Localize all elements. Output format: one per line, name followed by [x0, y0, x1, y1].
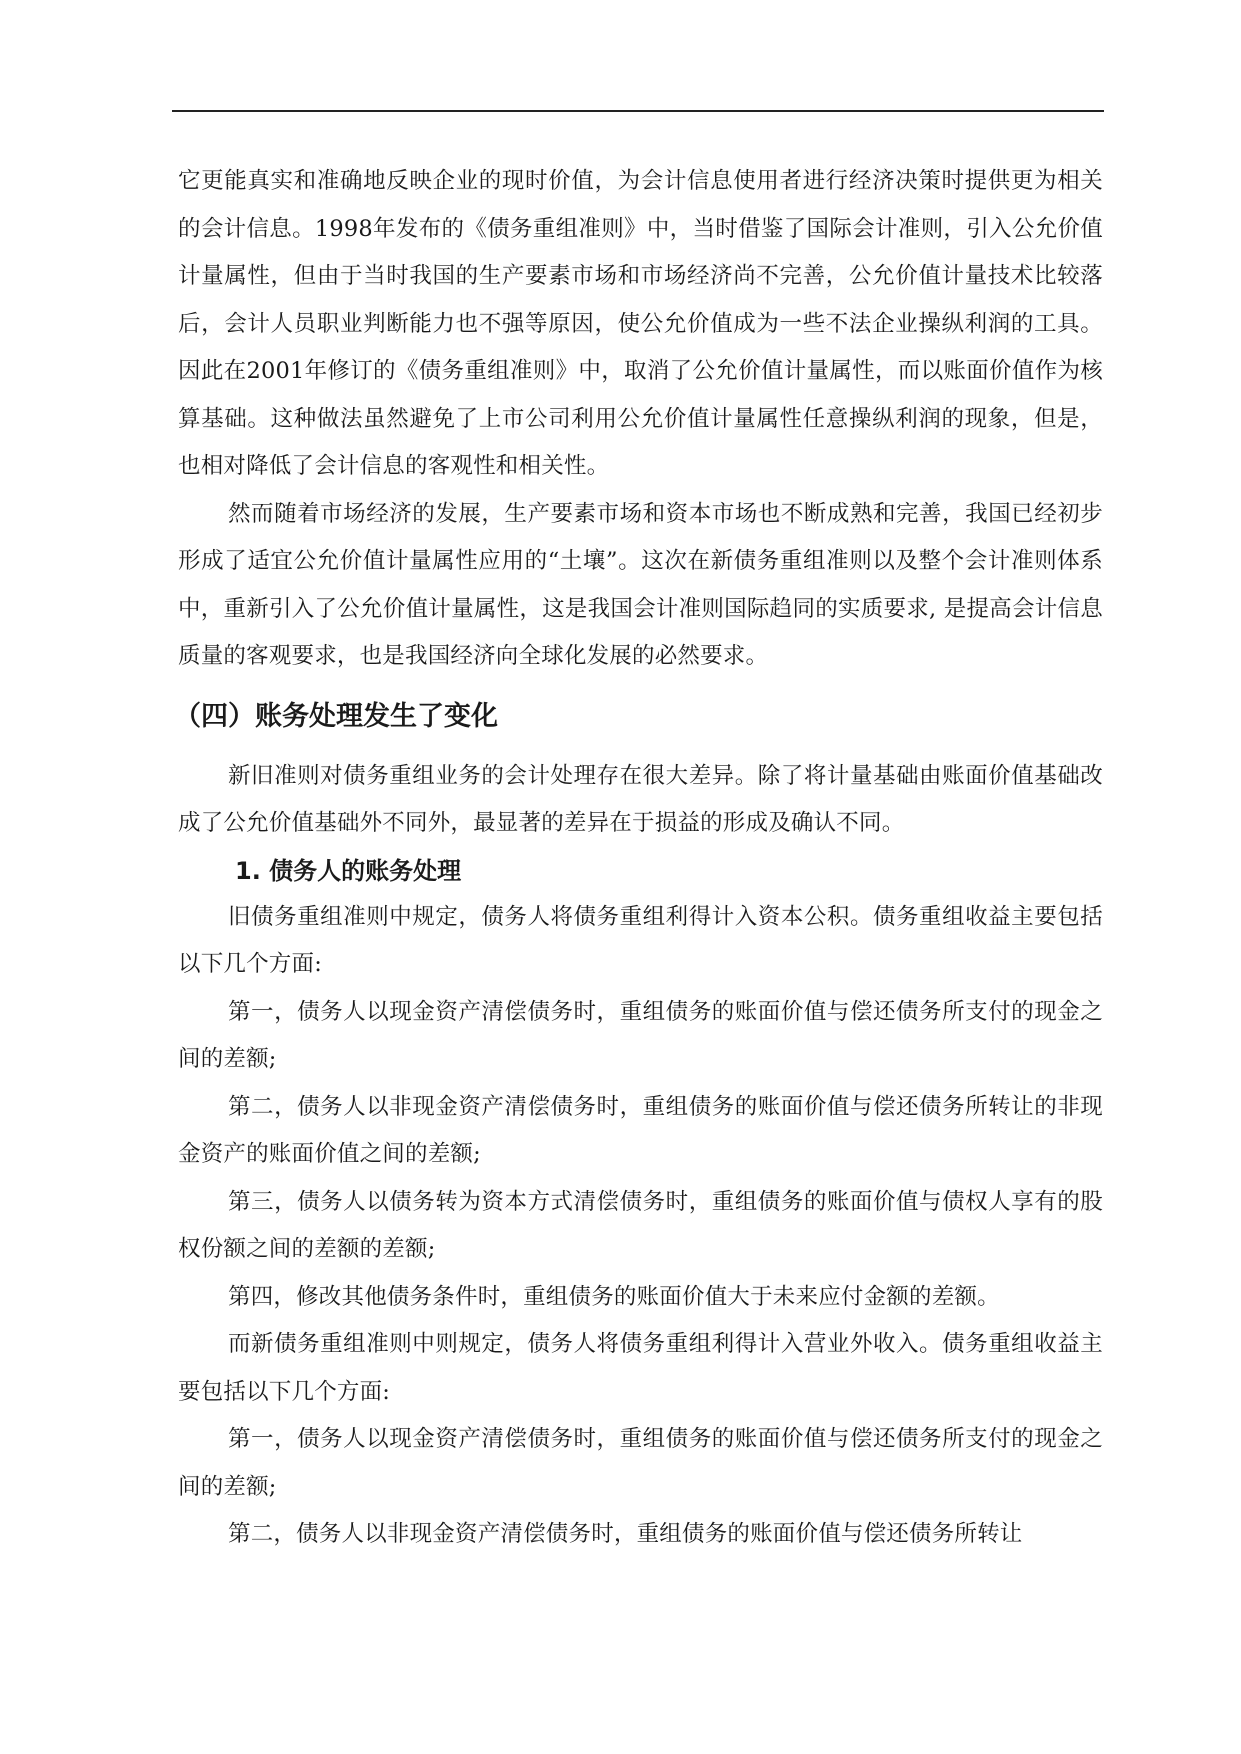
subsection-heading: 1. 债务人的账务处理	[235, 856, 462, 885]
paragraph: 第二，债务人以非现金资产清偿债务时，重组债务的账面价值与偿还债务所转让	[228, 1521, 1023, 1547]
paragraph: 第四，修改其他债务条件时，重组债务的账面价值大于未来应付金额的差额。	[228, 1283, 1000, 1310]
paragraph: 而新债务重组准则中则规定，债务人将债务重组利得计入营业外收入。债务重组收益主要包括以下几个方面:	[178, 1331, 1103, 1405]
paragraph: 旧债务重组准则中规定，债务人将债务重组利得计入资本公积。债务重组收益主要包括以下几个方面:	[178, 903, 1103, 977]
section-heading: （四）账务处理发生了变化	[174, 700, 498, 732]
paragraph: 第一，债务人以现金资产清偿债务时，重组债务的账面价值与偿还债务所支付的现金之间的差额;	[178, 998, 1103, 1072]
paragraph: 第二，债务人以非现金资产清偿债务时，重组债务的账面价值与偿还债务所转让的非现金资产的账面价值之间的差额;	[178, 1093, 1103, 1167]
paragraph: 然而随着市场经济的发展，生产要素市场和资本市场也不断成熟和完善，我国已经初步形成了适宜公允价值计量属性应用的“土壤”。这次在新债务重组准则以及整个会计准则体系中，重新引入了公允价值计量属性，这是我国会计准则国际趋同的实质要求, 是提高会计信息质量的客观要求，也是我国经济向全球化发展的必然要求。	[178, 500, 1103, 669]
document-body	[174, 158, 1103, 1559]
paragraph: 它更能真实和准确地反映企业的现时价值，为会计信息使用者进行经济决策时提供更为相关的会计信息。1998年发布的《债务重组准则》中，当时借鉴了国际会计准则，引入公允价值计量属性，但由于当时我国的生产要素市场和市场经济尚不完善，公允价值计量技术比较落后，会计人员职业判断能力也不强等原因，使公允价值成为一些不法企业操纵利润的工具。因此在2001年修订的《债务重组准则》中，取消了公允价值计量属性，而以账面价值作为核算基础。这种做法虽然避免了上市公司利用公允价值计量属性任意操纵利润的现象，但是，也相对降低了会计信息的客观性和相关性。	[178, 168, 1103, 479]
paragraph: 第一，债务人以现金资产清偿债务时，重组债务的账面价值与偿还债务所支付的现金之间的差额;	[178, 1426, 1103, 1500]
paragraph: 第三，债务人以债务转为资本方式清偿债务时，重组债务的账面价值与债权人享有的股权份额之间的差额的差额;	[178, 1188, 1103, 1262]
header-rule	[172, 110, 1104, 112]
paragraph: 新旧准则对债务重组业务的会计处理存在很大差异。除了将计量基础由账面价值基础改成了公允价值基础外不同外，最显著的差异在于损益的形成及确认不同。	[178, 762, 1103, 836]
